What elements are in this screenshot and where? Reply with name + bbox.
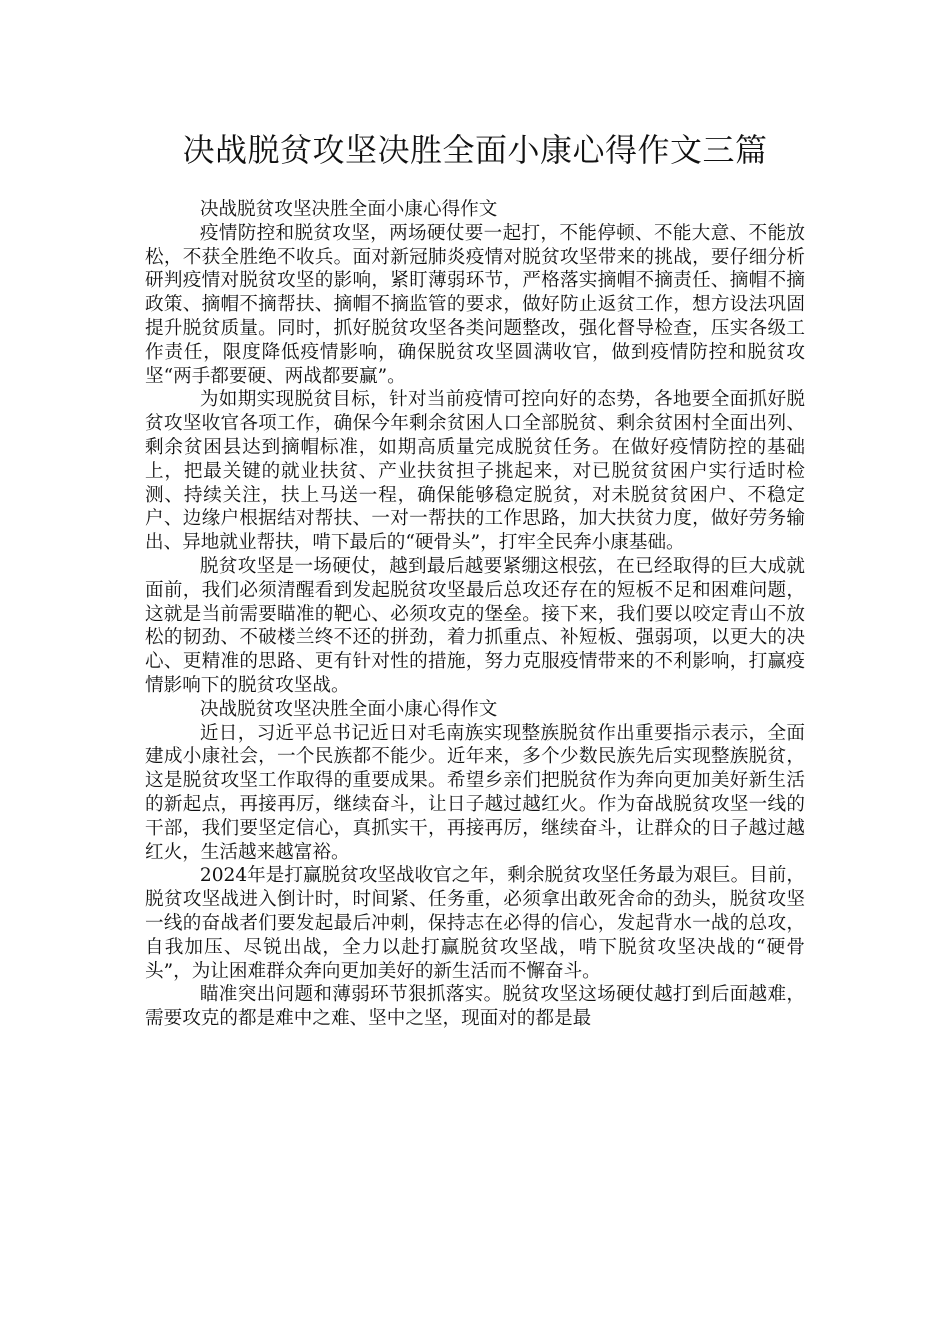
body-paragraph: 近日，习近平总书记近日对毛南族实现整族脱贫作出重要指示表示，全面建成小康社会，一个民族都不能少。近年来，多个少数民族先后实现整族脱贫，这是脱贫攻坚工作取得的重要成果。希望乡亲们把脱贫作为奔向更加美好新生活的新起点，再接再厉，继续奋斗，让日子越过越红火。作为奋战脱贫攻坚一线的干部，我们要坚定信心，真抓实干，再接再厉，继续奋斗，让群众的日子越过越红火，生活越来越富裕。	[145, 722, 805, 863]
section-heading: 决战脱贫攻坚决胜全面小康心得作文	[199, 199, 498, 220]
body-paragraph: 2024年是打赢脱贫攻坚战收官之年，剩余脱贫攻坚任务最为艰巨。目前，脱贫攻坚战进入倒计时，时间紧、任务重，必须拿出敢死舍命的劲头，脱贫攻坚一线的奋战者们要发起最后冲刺，保持志在必得的信心，发起背水一战的总攻，自我加压、尽锐出战，全力以赴打赢脱贫攻坚战，啃下脱贫攻坚决战的“硬骨头”，为让困难群众奔向更加美好的新生活而不懈奋斗。	[145, 865, 805, 982]
body-paragraph: 脱贫攻坚是一场硬仗，越到最后越要紧绷这根弦，在已经取得的巨大成就面前，我们必须清醒看到发起脱贫攻坚最后总攻还存在的短板不足和困难问题，这就是当前需要瞄准的靶心、必须攻克的堡垒。接下来，我们要以咬定青山不放松的韧劲、不破楼兰终不还的拼劲，着力抓重点、补短板、强弱项，以更大的决心、更精准的思路、更有针对性的措施，努力克服疫情带来的不利影响，打赢疫情影响下的脱贫攻坚战。	[145, 555, 805, 696]
section-heading: 决战脱贫攻坚决胜全面小康心得作文	[199, 698, 498, 720]
body-paragraph: 疫情防控和脱贫攻坚，两场硬仗要一起打，不能停顿、不能大意、不能放松，不获全胜绝不收兵。面对新冠肺炎疫情对脱贫攻坚带来的挑战，要仔细分析研判疫情对脱贫攻坚的影响，紧盯薄弱环节，严格落实摘帽不摘责任、摘帽不摘政策、摘帽不摘帮扶、摘帽不摘监管的要求，做好防止返贫工作，想方设法巩固提升脱贫质量。同时，抓好脱贫攻坚各类问题整改，强化督导检查，压实各级工作责任，限度降低疫情影响，确保脱贫攻坚圆满收官，做到疫情防控和脱贫攻坚“两手都要硬、两战都要赢”。	[145, 222, 805, 387]
body-paragraph: 为如期实现脱贫目标，针对当前疫情可控向好的态势，各地要全面抓好脱贫攻坚收官各项工作，确保今年剩余贫困人口全部脱贫、剩余贫困村全面出列、剩余贫困县达到摘帽标准，如期高质量完成脱贫任务。在做好疫情防控的基础上，把最关键的就业扶贫、产业扶贫担子挑起来，对已脱贫贫困户实行适时检测、持续关注，扶上马送一程，确保能够稳定脱贫，对未脱贫贫困户、不稳定户、边缘户根据结对帮扶、一对一帮扶的工作思路，加大扶贫力度，做好劳务输出、异地就业帮扶，啃下最后的“硬骨头”，打牢全民奔小康基础。	[145, 389, 805, 554]
document-body	[145, 198, 805, 1031]
body-paragraph: 瞄准突出问题和薄弱环节狠抓落实。脱贫攻坚这场硬仗越打到后面越难，需要攻克的都是难中之难、坚中之坚，现面对的都是最	[145, 984, 805, 1030]
document-title: 决战脱贫攻坚决胜全面小康心得作文三篇	[182, 131, 768, 169]
